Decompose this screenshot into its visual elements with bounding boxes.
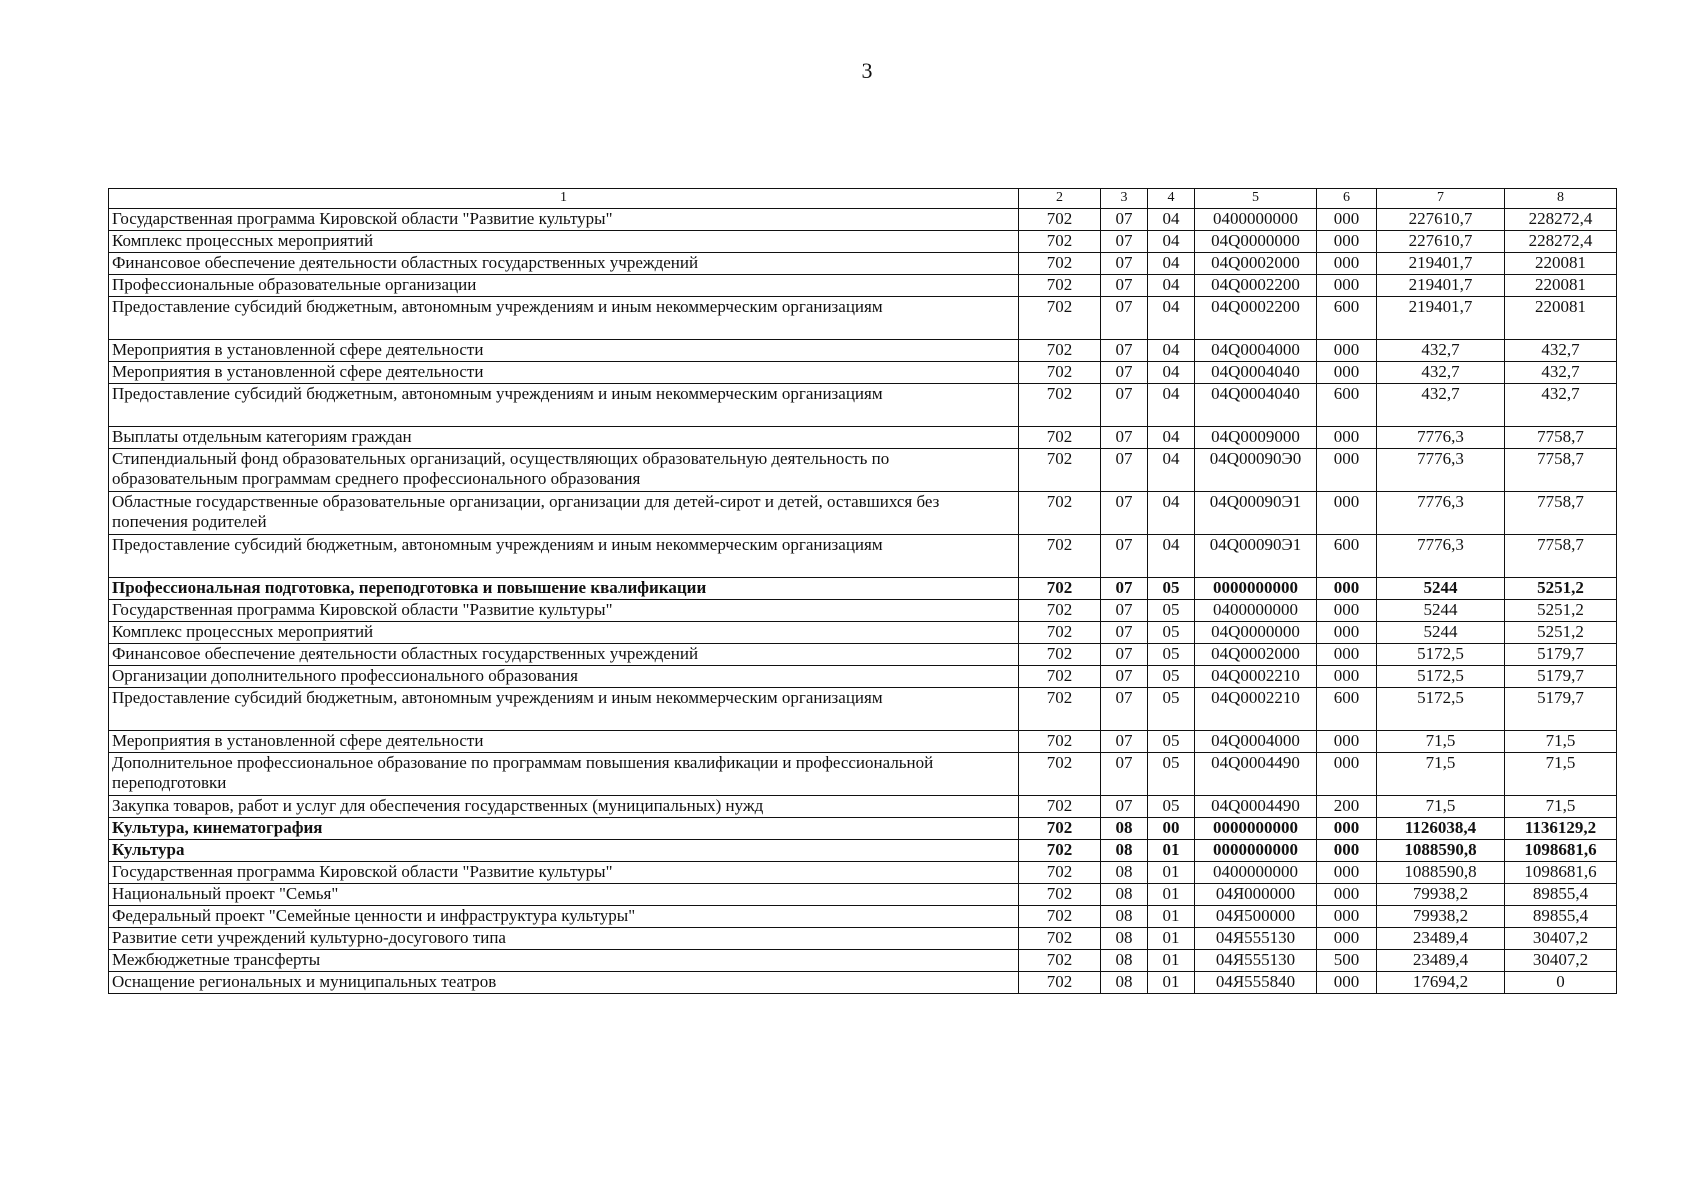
table-row xyxy=(109,753,1617,796)
admin-code-cell: 702 xyxy=(1019,731,1101,753)
table-row xyxy=(109,275,1617,297)
row-name-cell: Предоставление субсидий бюджетным, автономным учреждениям и иным некоммерческим организациям xyxy=(109,297,1019,340)
row-name-cell: Финансовое обеспечение деятельности областных государственных учреждений xyxy=(109,644,1019,666)
amount-year-2-cell: 30407,2 xyxy=(1505,928,1617,950)
table-header-row xyxy=(109,189,1617,209)
row-name-cell: Мероприятия в установленной сфере деятельности xyxy=(109,340,1019,362)
expense-type-cell: 000 xyxy=(1317,731,1377,753)
target-item-cell: 04Q0002200 xyxy=(1195,275,1317,297)
subsection-cell: 04 xyxy=(1148,535,1195,578)
row-name-cell: Оснащение региональных и муниципальных театров xyxy=(109,972,1019,994)
amount-year-2-cell: 0 xyxy=(1505,972,1617,994)
expense-type-cell: 600 xyxy=(1317,297,1377,340)
amount-year-2-cell: 71,5 xyxy=(1505,796,1617,818)
amount-year-1-cell: 1126038,4 xyxy=(1377,818,1505,840)
table-row xyxy=(109,340,1617,362)
section-cell: 08 xyxy=(1101,972,1148,994)
budget-table xyxy=(108,188,1617,994)
row-name-cell: Профессиональные образовательные организации xyxy=(109,275,1019,297)
subsection-cell: 04 xyxy=(1148,362,1195,384)
admin-code-cell: 702 xyxy=(1019,600,1101,622)
subsection-cell: 05 xyxy=(1148,731,1195,753)
section-cell: 07 xyxy=(1101,492,1148,535)
table-row xyxy=(109,644,1617,666)
amount-year-1-cell: 219401,7 xyxy=(1377,275,1505,297)
amount-year-1-cell: 432,7 xyxy=(1377,384,1505,427)
amount-year-2-cell: 5251,2 xyxy=(1505,600,1617,622)
target-item-cell: 04Q0004000 xyxy=(1195,731,1317,753)
expense-type-cell: 000 xyxy=(1317,644,1377,666)
row-name-cell: Культура xyxy=(109,840,1019,862)
amount-year-2-cell: 220081 xyxy=(1505,297,1617,340)
amount-year-2-cell: 1098681,6 xyxy=(1505,840,1617,862)
table-row xyxy=(109,384,1617,427)
table-row xyxy=(109,231,1617,253)
amount-year-2-cell: 5251,2 xyxy=(1505,622,1617,644)
row-name-cell: Предоставление субсидий бюджетным, автономным учреждениям и иным некоммерческим организациям xyxy=(109,535,1019,578)
amount-year-2-cell: 228272,4 xyxy=(1505,231,1617,253)
column-header: 3 xyxy=(1101,189,1148,209)
section-cell: 07 xyxy=(1101,384,1148,427)
admin-code-cell: 702 xyxy=(1019,928,1101,950)
section-cell: 07 xyxy=(1101,231,1148,253)
expense-type-cell: 000 xyxy=(1317,840,1377,862)
target-item-cell: 04Я555130 xyxy=(1195,950,1317,972)
subsection-cell: 01 xyxy=(1148,928,1195,950)
column-header: 4 xyxy=(1148,189,1195,209)
amount-year-2-cell: 5179,7 xyxy=(1505,644,1617,666)
row-name-cell: Межбюджетные трансферты xyxy=(109,950,1019,972)
amount-year-2-cell: 432,7 xyxy=(1505,362,1617,384)
subsection-cell: 04 xyxy=(1148,427,1195,449)
section-cell: 07 xyxy=(1101,275,1148,297)
target-item-cell: 0000000000 xyxy=(1195,818,1317,840)
table-row xyxy=(109,796,1617,818)
expense-type-cell: 000 xyxy=(1317,275,1377,297)
row-name-cell: Комплекс процессных мероприятий xyxy=(109,622,1019,644)
expense-type-cell: 500 xyxy=(1317,950,1377,972)
column-header: 5 xyxy=(1195,189,1317,209)
admin-code-cell: 702 xyxy=(1019,840,1101,862)
amount-year-2-cell: 1136129,2 xyxy=(1505,818,1617,840)
amount-year-1-cell: 5244 xyxy=(1377,622,1505,644)
admin-code-cell: 702 xyxy=(1019,275,1101,297)
amount-year-2-cell: 228272,4 xyxy=(1505,209,1617,231)
section-cell: 08 xyxy=(1101,862,1148,884)
table-row xyxy=(109,297,1617,340)
subsection-cell: 05 xyxy=(1148,600,1195,622)
admin-code-cell: 702 xyxy=(1019,818,1101,840)
table-row xyxy=(109,972,1617,994)
subsection-cell: 01 xyxy=(1148,972,1195,994)
column-header: 6 xyxy=(1317,189,1377,209)
amount-year-1-cell: 432,7 xyxy=(1377,340,1505,362)
target-item-cell: 04Q00090Э0 xyxy=(1195,449,1317,492)
target-item-cell: 04Q0004040 xyxy=(1195,384,1317,427)
column-header: 7 xyxy=(1377,189,1505,209)
expense-type-cell: 000 xyxy=(1317,209,1377,231)
target-item-cell: 04Я000000 xyxy=(1195,884,1317,906)
expense-type-cell: 000 xyxy=(1317,928,1377,950)
row-name-cell: Мероприятия в установленной сфере деятельности xyxy=(109,731,1019,753)
table-row xyxy=(109,209,1617,231)
row-name-cell: Комплекс процессных мероприятий xyxy=(109,231,1019,253)
table-row xyxy=(109,950,1617,972)
table-row xyxy=(109,578,1617,600)
subsection-cell: 01 xyxy=(1148,906,1195,928)
subsection-cell: 05 xyxy=(1148,644,1195,666)
expense-type-cell: 000 xyxy=(1317,753,1377,796)
table-row xyxy=(109,600,1617,622)
amount-year-1-cell: 71,5 xyxy=(1377,753,1505,796)
row-name-cell: Финансовое обеспечение деятельности областных государственных учреждений xyxy=(109,253,1019,275)
amount-year-1-cell: 71,5 xyxy=(1377,731,1505,753)
target-item-cell: 04Q0004490 xyxy=(1195,796,1317,818)
amount-year-2-cell: 5179,7 xyxy=(1505,688,1617,731)
row-name-cell: Предоставление субсидий бюджетным, автономным учреждениям и иным некоммерческим организациям xyxy=(109,688,1019,731)
expense-type-cell: 000 xyxy=(1317,862,1377,884)
target-item-cell: 0400000000 xyxy=(1195,862,1317,884)
subsection-cell: 00 xyxy=(1148,818,1195,840)
amount-year-1-cell: 227610,7 xyxy=(1377,209,1505,231)
table-row xyxy=(109,622,1617,644)
target-item-cell: 04Q0002000 xyxy=(1195,644,1317,666)
admin-code-cell: 702 xyxy=(1019,297,1101,340)
subsection-cell: 04 xyxy=(1148,275,1195,297)
admin-code-cell: 702 xyxy=(1019,492,1101,535)
section-cell: 07 xyxy=(1101,427,1148,449)
target-item-cell: 04Q00090Э1 xyxy=(1195,535,1317,578)
table-row xyxy=(109,535,1617,578)
row-name-cell: Культура, кинематография xyxy=(109,818,1019,840)
section-cell: 08 xyxy=(1101,950,1148,972)
amount-year-1-cell: 7776,3 xyxy=(1377,449,1505,492)
expense-type-cell: 000 xyxy=(1317,231,1377,253)
target-item-cell: 04Q0002000 xyxy=(1195,253,1317,275)
table-row xyxy=(109,688,1617,731)
subsection-cell: 01 xyxy=(1148,840,1195,862)
amount-year-2-cell: 432,7 xyxy=(1505,340,1617,362)
section-cell: 07 xyxy=(1101,600,1148,622)
target-item-cell: 0400000000 xyxy=(1195,209,1317,231)
subsection-cell: 05 xyxy=(1148,753,1195,796)
amount-year-2-cell: 220081 xyxy=(1505,253,1617,275)
table-row xyxy=(109,884,1617,906)
section-cell: 08 xyxy=(1101,906,1148,928)
amount-year-1-cell: 5172,5 xyxy=(1377,644,1505,666)
expense-type-cell: 000 xyxy=(1317,340,1377,362)
target-item-cell: 04Q0000000 xyxy=(1195,231,1317,253)
admin-code-cell: 702 xyxy=(1019,427,1101,449)
amount-year-1-cell: 5244 xyxy=(1377,600,1505,622)
amount-year-2-cell: 220081 xyxy=(1505,275,1617,297)
amount-year-2-cell: 5251,2 xyxy=(1505,578,1617,600)
row-name-cell: Стипендиальный фонд образовательных организаций, осуществляющих образовательную деятельность по образовательным программам среднего профессионального образования xyxy=(109,449,1019,492)
row-name-cell: Государственная программа Кировской области "Развитие культуры" xyxy=(109,209,1019,231)
row-name-cell: Государственная программа Кировской области "Развитие культуры" xyxy=(109,600,1019,622)
admin-code-cell: 702 xyxy=(1019,340,1101,362)
subsection-cell: 04 xyxy=(1148,340,1195,362)
admin-code-cell: 702 xyxy=(1019,253,1101,275)
expense-type-cell: 000 xyxy=(1317,362,1377,384)
amount-year-1-cell: 432,7 xyxy=(1377,362,1505,384)
section-cell: 07 xyxy=(1101,209,1148,231)
column-header: 1 xyxy=(109,189,1019,209)
subsection-cell: 05 xyxy=(1148,688,1195,731)
admin-code-cell: 702 xyxy=(1019,449,1101,492)
section-cell: 07 xyxy=(1101,535,1148,578)
table-row xyxy=(109,928,1617,950)
subsection-cell: 04 xyxy=(1148,449,1195,492)
expense-type-cell: 600 xyxy=(1317,535,1377,578)
section-cell: 07 xyxy=(1101,340,1148,362)
admin-code-cell: 702 xyxy=(1019,688,1101,731)
table-row xyxy=(109,731,1617,753)
admin-code-cell: 702 xyxy=(1019,231,1101,253)
target-item-cell: 0400000000 xyxy=(1195,600,1317,622)
target-item-cell: 04Q0002210 xyxy=(1195,666,1317,688)
target-item-cell: 04Q0002200 xyxy=(1195,297,1317,340)
expense-type-cell: 000 xyxy=(1317,906,1377,928)
admin-code-cell: 702 xyxy=(1019,622,1101,644)
amount-year-2-cell: 1098681,6 xyxy=(1505,862,1617,884)
row-name-cell: Развитие сети учреждений культурно-досугового типа xyxy=(109,928,1019,950)
admin-code-cell: 702 xyxy=(1019,644,1101,666)
amount-year-1-cell: 5172,5 xyxy=(1377,666,1505,688)
expense-type-cell: 200 xyxy=(1317,796,1377,818)
amount-year-1-cell: 23489,4 xyxy=(1377,928,1505,950)
section-cell: 07 xyxy=(1101,688,1148,731)
section-cell: 07 xyxy=(1101,253,1148,275)
subsection-cell: 04 xyxy=(1148,209,1195,231)
row-name-cell: Закупка товаров, работ и услуг для обеспечения государственных (муниципальных) нужд xyxy=(109,796,1019,818)
row-name-cell: Выплаты отдельным категориям граждан xyxy=(109,427,1019,449)
admin-code-cell: 702 xyxy=(1019,666,1101,688)
section-cell: 07 xyxy=(1101,449,1148,492)
expense-type-cell: 000 xyxy=(1317,600,1377,622)
amount-year-1-cell: 1088590,8 xyxy=(1377,862,1505,884)
table-row xyxy=(109,449,1617,492)
admin-code-cell: 702 xyxy=(1019,972,1101,994)
target-item-cell: 04Q0000000 xyxy=(1195,622,1317,644)
row-name-cell: Федеральный проект "Семейные ценности и инфраструктура культуры" xyxy=(109,906,1019,928)
row-name-cell: Дополнительное профессиональное образование по программам повышения квалификации и профессиональной переподготовки xyxy=(109,753,1019,796)
amount-year-2-cell: 7758,7 xyxy=(1505,449,1617,492)
amount-year-1-cell: 227610,7 xyxy=(1377,231,1505,253)
admin-code-cell: 702 xyxy=(1019,535,1101,578)
subsection-cell: 04 xyxy=(1148,492,1195,535)
subsection-cell: 01 xyxy=(1148,884,1195,906)
row-name-cell: Государственная программа Кировской области "Развитие культуры" xyxy=(109,862,1019,884)
section-cell: 07 xyxy=(1101,622,1148,644)
column-header: 2 xyxy=(1019,189,1101,209)
section-cell: 07 xyxy=(1101,362,1148,384)
expense-type-cell: 000 xyxy=(1317,578,1377,600)
amount-year-2-cell: 71,5 xyxy=(1505,753,1617,796)
target-item-cell: 04Q0004040 xyxy=(1195,362,1317,384)
table-row xyxy=(109,492,1617,535)
table-row xyxy=(109,840,1617,862)
row-name-cell: Мероприятия в установленной сфере деятельности xyxy=(109,362,1019,384)
amount-year-2-cell: 30407,2 xyxy=(1505,950,1617,972)
table-row xyxy=(109,427,1617,449)
section-cell: 08 xyxy=(1101,928,1148,950)
amount-year-1-cell: 71,5 xyxy=(1377,796,1505,818)
row-name-cell: Предоставление субсидий бюджетным, автономным учреждениям и иным некоммерческим организациям xyxy=(109,384,1019,427)
admin-code-cell: 702 xyxy=(1019,384,1101,427)
column-header: 8 xyxy=(1505,189,1617,209)
subsection-cell: 05 xyxy=(1148,578,1195,600)
subsection-cell: 04 xyxy=(1148,253,1195,275)
expense-type-cell: 000 xyxy=(1317,884,1377,906)
amount-year-1-cell: 23489,4 xyxy=(1377,950,1505,972)
subsection-cell: 04 xyxy=(1148,384,1195,427)
target-item-cell: 04Q0004000 xyxy=(1195,340,1317,362)
target-item-cell: 04Я555840 xyxy=(1195,972,1317,994)
expense-type-cell: 000 xyxy=(1317,492,1377,535)
expense-type-cell: 000 xyxy=(1317,818,1377,840)
table-row xyxy=(109,862,1617,884)
table-row xyxy=(109,818,1617,840)
amount-year-2-cell: 432,7 xyxy=(1505,384,1617,427)
amount-year-1-cell: 219401,7 xyxy=(1377,297,1505,340)
amount-year-1-cell: 7776,3 xyxy=(1377,492,1505,535)
row-name-cell: Областные государственные образовательные организации, организации для детей-сирот и детей, оставшихся без попечения родителей xyxy=(109,492,1019,535)
section-cell: 07 xyxy=(1101,796,1148,818)
target-item-cell: 0000000000 xyxy=(1195,578,1317,600)
subsection-cell: 01 xyxy=(1148,862,1195,884)
admin-code-cell: 702 xyxy=(1019,578,1101,600)
target-item-cell: 0000000000 xyxy=(1195,840,1317,862)
admin-code-cell: 702 xyxy=(1019,884,1101,906)
amount-year-2-cell: 71,5 xyxy=(1505,731,1617,753)
row-name-cell: Национальный проект "Семья" xyxy=(109,884,1019,906)
amount-year-2-cell: 89855,4 xyxy=(1505,906,1617,928)
subsection-cell: 05 xyxy=(1148,622,1195,644)
expense-type-cell: 000 xyxy=(1317,622,1377,644)
row-name-cell: Организации дополнительного профессионального образования xyxy=(109,666,1019,688)
section-cell: 07 xyxy=(1101,666,1148,688)
amount-year-2-cell: 89855,4 xyxy=(1505,884,1617,906)
expense-type-cell: 000 xyxy=(1317,253,1377,275)
expense-type-cell: 600 xyxy=(1317,688,1377,731)
subsection-cell: 05 xyxy=(1148,796,1195,818)
expense-type-cell: 000 xyxy=(1317,972,1377,994)
admin-code-cell: 702 xyxy=(1019,906,1101,928)
amount-year-1-cell: 1088590,8 xyxy=(1377,840,1505,862)
amount-year-1-cell: 7776,3 xyxy=(1377,427,1505,449)
expense-type-cell: 000 xyxy=(1317,449,1377,492)
table-row xyxy=(109,362,1617,384)
section-cell: 07 xyxy=(1101,731,1148,753)
target-item-cell: 04Я500000 xyxy=(1195,906,1317,928)
table-row xyxy=(109,253,1617,275)
target-item-cell: 04Q0002210 xyxy=(1195,688,1317,731)
table-row xyxy=(109,906,1617,928)
amount-year-1-cell: 17694,2 xyxy=(1377,972,1505,994)
target-item-cell: 04Q00090Э1 xyxy=(1195,492,1317,535)
amount-year-2-cell: 7758,7 xyxy=(1505,427,1617,449)
expense-type-cell: 000 xyxy=(1317,427,1377,449)
expense-type-cell: 600 xyxy=(1317,384,1377,427)
admin-code-cell: 702 xyxy=(1019,209,1101,231)
section-cell: 07 xyxy=(1101,297,1148,340)
row-name-cell: Профессиональная подготовка, переподготовка и повышение квалификации xyxy=(109,578,1019,600)
target-item-cell: 04Q0009000 xyxy=(1195,427,1317,449)
subsection-cell: 04 xyxy=(1148,297,1195,340)
amount-year-1-cell: 5172,5 xyxy=(1377,688,1505,731)
table-row xyxy=(109,666,1617,688)
admin-code-cell: 702 xyxy=(1019,753,1101,796)
section-cell: 07 xyxy=(1101,753,1148,796)
admin-code-cell: 702 xyxy=(1019,950,1101,972)
target-item-cell: 04Q0004490 xyxy=(1195,753,1317,796)
amount-year-2-cell: 7758,7 xyxy=(1505,535,1617,578)
section-cell: 07 xyxy=(1101,644,1148,666)
amount-year-1-cell: 79938,2 xyxy=(1377,906,1505,928)
subsection-cell: 04 xyxy=(1148,231,1195,253)
section-cell: 08 xyxy=(1101,884,1148,906)
expense-type-cell: 000 xyxy=(1317,666,1377,688)
amount-year-1-cell: 5244 xyxy=(1377,578,1505,600)
admin-code-cell: 702 xyxy=(1019,796,1101,818)
amount-year-1-cell: 219401,7 xyxy=(1377,253,1505,275)
subsection-cell: 05 xyxy=(1148,666,1195,688)
amount-year-1-cell: 7776,3 xyxy=(1377,535,1505,578)
section-cell: 07 xyxy=(1101,578,1148,600)
subsection-cell: 01 xyxy=(1148,950,1195,972)
page-number: 3 xyxy=(861,58,873,83)
admin-code-cell: 702 xyxy=(1019,362,1101,384)
admin-code-cell: 702 xyxy=(1019,862,1101,884)
amount-year-2-cell: 7758,7 xyxy=(1505,492,1617,535)
amount-year-2-cell: 5179,7 xyxy=(1505,666,1617,688)
section-cell: 08 xyxy=(1101,840,1148,862)
section-cell: 08 xyxy=(1101,818,1148,840)
target-item-cell: 04Я555130 xyxy=(1195,928,1317,950)
amount-year-1-cell: 79938,2 xyxy=(1377,884,1505,906)
